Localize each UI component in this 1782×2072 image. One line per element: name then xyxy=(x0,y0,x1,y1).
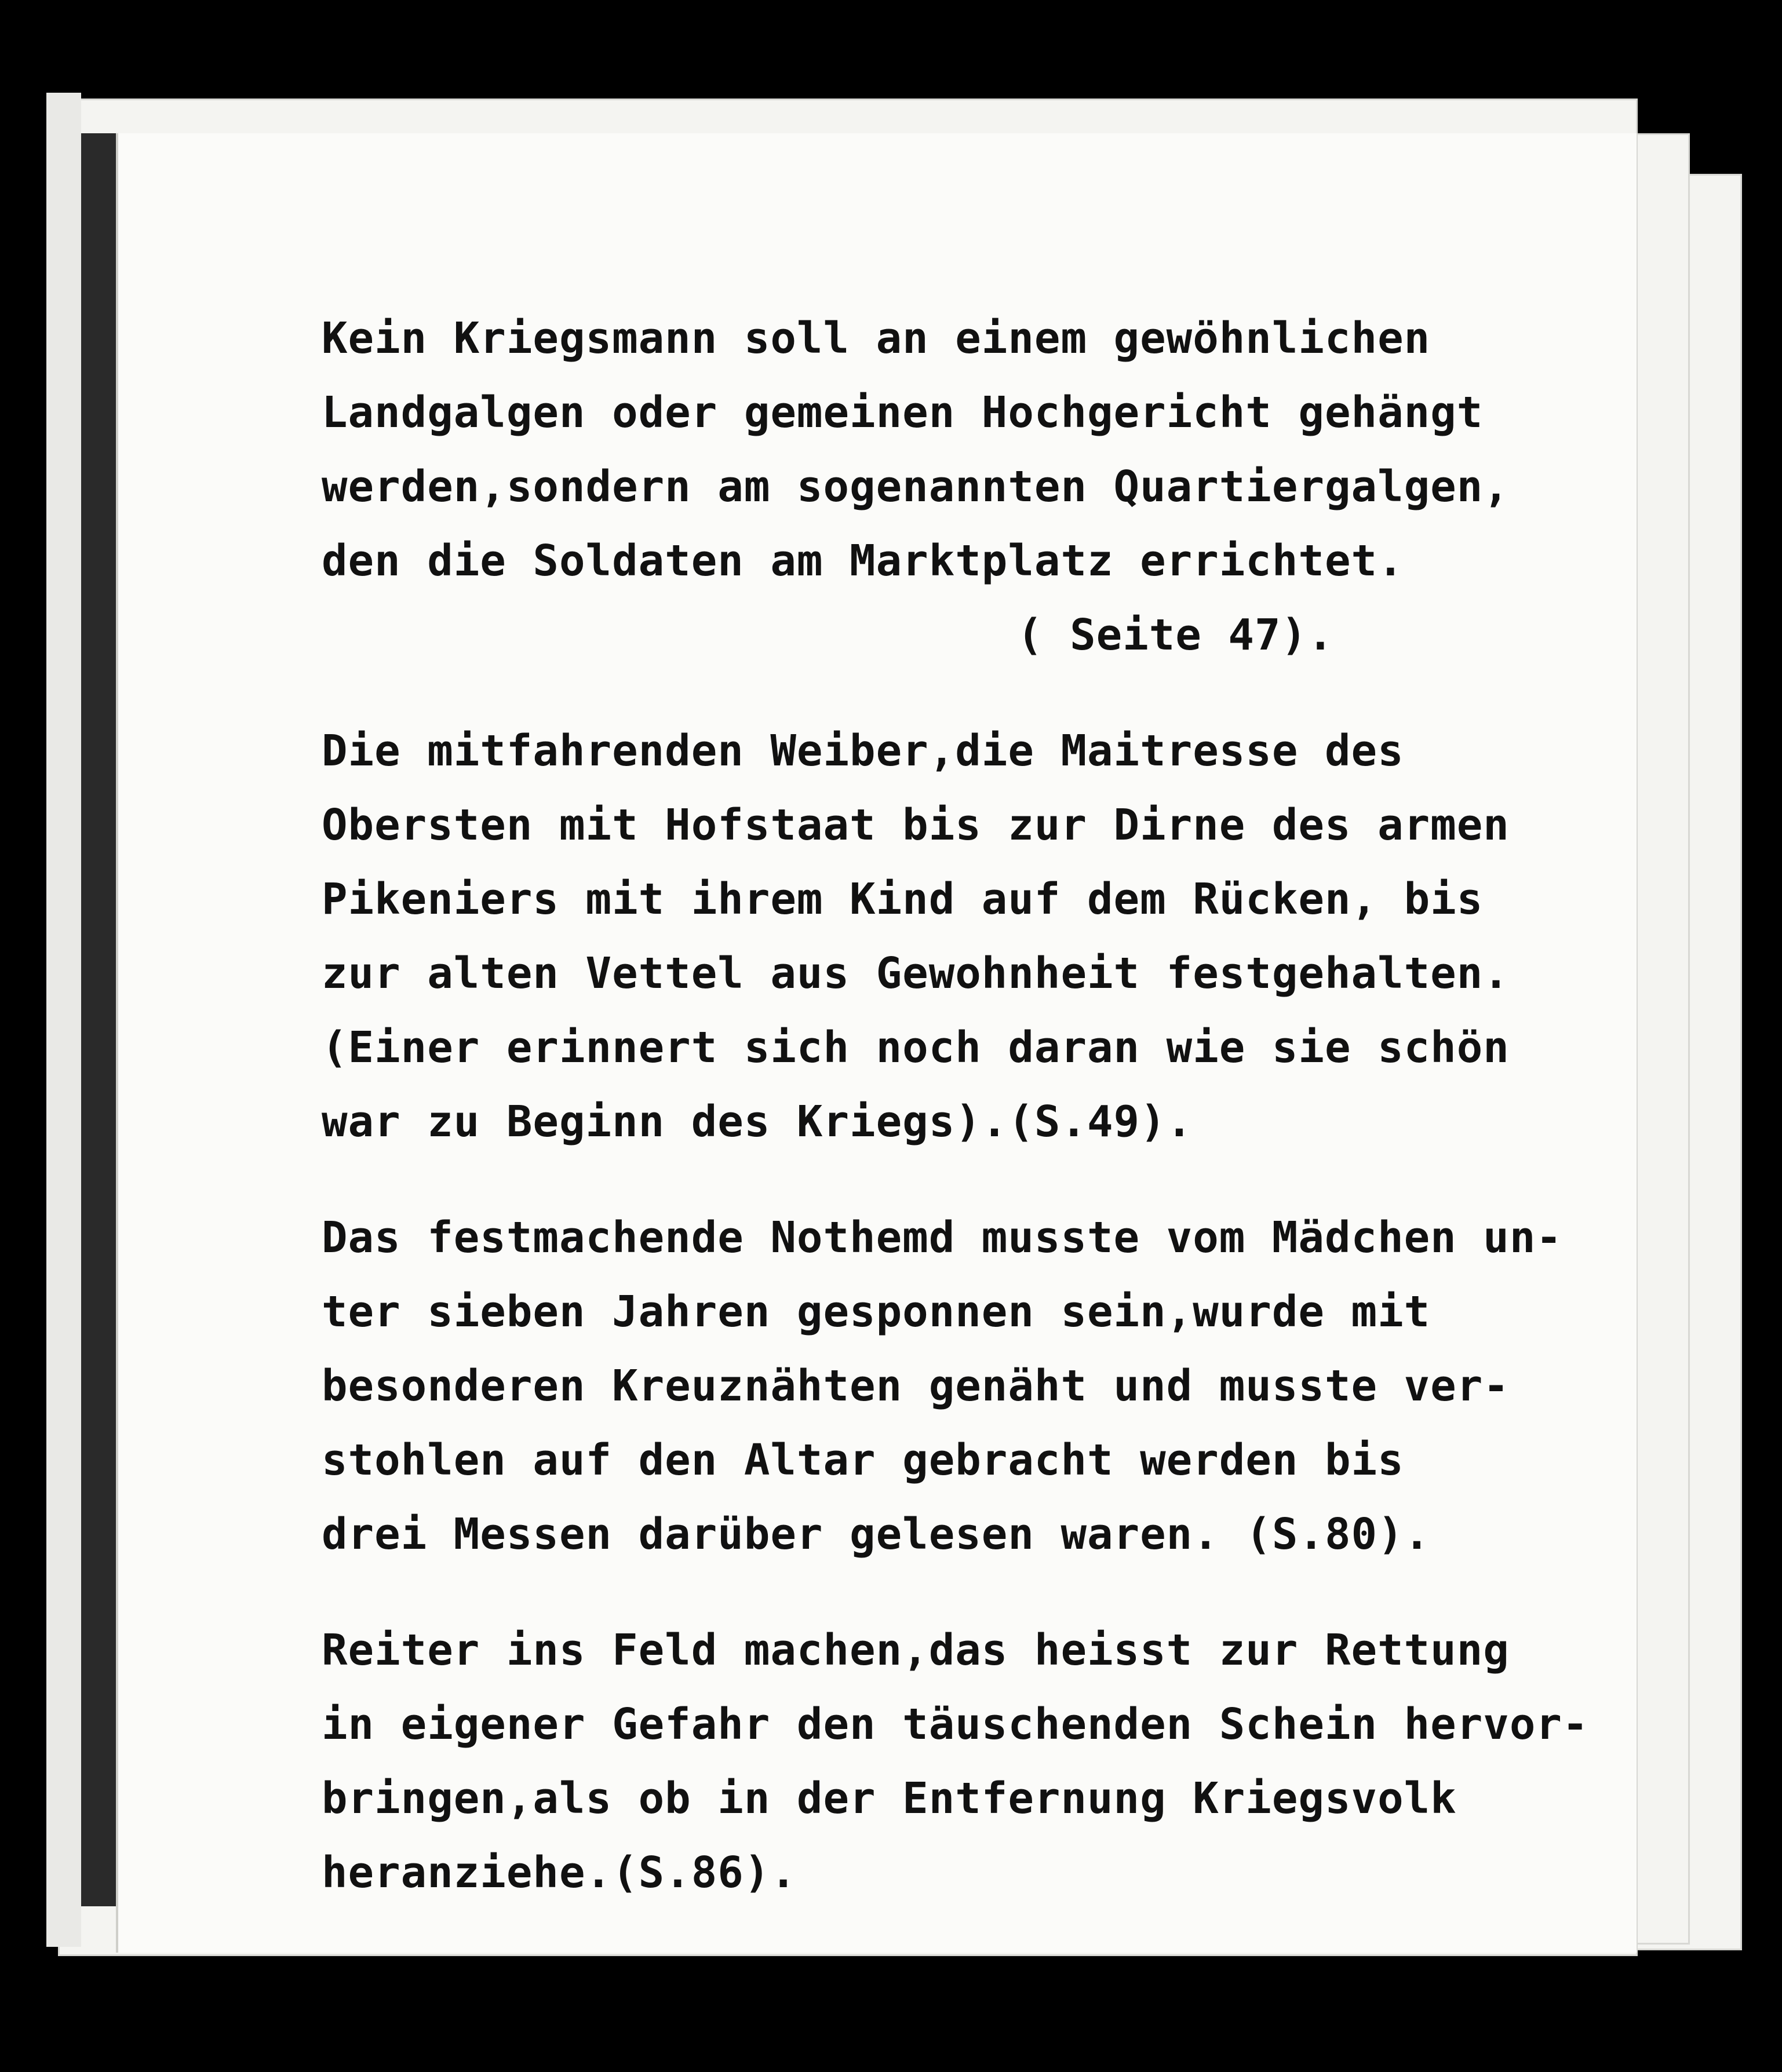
text-line: drei Messen darüber gelesen waren. (S.80). xyxy=(322,1509,1431,1559)
text-line: stohlen auf den Altar gebracht werden bis xyxy=(322,1435,1404,1485)
text-line: bringen,als ob in der Entfernung Kriegsvolk xyxy=(322,1774,1457,1823)
text-line: war zu Beginn des Kriegs).(S.49). xyxy=(322,1097,1193,1147)
typescript-text xyxy=(322,301,1589,1910)
text-line: in eigener Gefahr den täuschenden Schein hervor- xyxy=(322,1699,1589,1749)
page-edge-strip xyxy=(46,93,81,1947)
paragraph-4 xyxy=(322,1613,1589,1910)
paragraph-3 xyxy=(322,1201,1562,1571)
text-line: zur alten Vettel aus Gewohnheit festgehalten. xyxy=(322,949,1510,998)
text-line: (Einer erinnert sich noch daran wie sie schön xyxy=(322,1023,1510,1073)
text-line: den die Soldaten am Marktplatz errichtet. xyxy=(322,536,1404,586)
text-line: ter sieben Jahren gesponnen sein,wurde mit xyxy=(322,1287,1431,1337)
paragraph-1 xyxy=(322,301,1539,672)
text-line: Das festmachende Nothemd musste vom Mädchen un- xyxy=(322,1213,1562,1263)
text-line: Landgalgen oder gemeinen Hochgericht gehängt xyxy=(322,388,1484,437)
text-line: Obersten mit Hofstaat bis zur Dirne des armen xyxy=(322,800,1510,850)
text-line: Die mitfahrenden Weiber,die Maitresse des xyxy=(322,726,1404,776)
text-line: besonderen Kreuznähten genäht und musste ver- xyxy=(322,1361,1510,1411)
text-line: heranziehe.(S.86). xyxy=(322,1848,797,1898)
text-line: Pikeniers mit ihrem Kind auf dem Rücken, bis xyxy=(322,874,1484,924)
text-line: Reiter ins Feld machen,das heisst zur Rettung xyxy=(322,1625,1510,1675)
text-line: werden,sondern am sogenannten Quartiergalgen, xyxy=(322,462,1510,512)
paragraph-2 xyxy=(322,714,1539,1159)
page-citation: ( Seite 47). xyxy=(1017,610,1334,660)
text-line: Kein Kriegsmann soll an einem gewöhnlichen xyxy=(322,313,1431,363)
binding-shadow xyxy=(81,133,116,1906)
